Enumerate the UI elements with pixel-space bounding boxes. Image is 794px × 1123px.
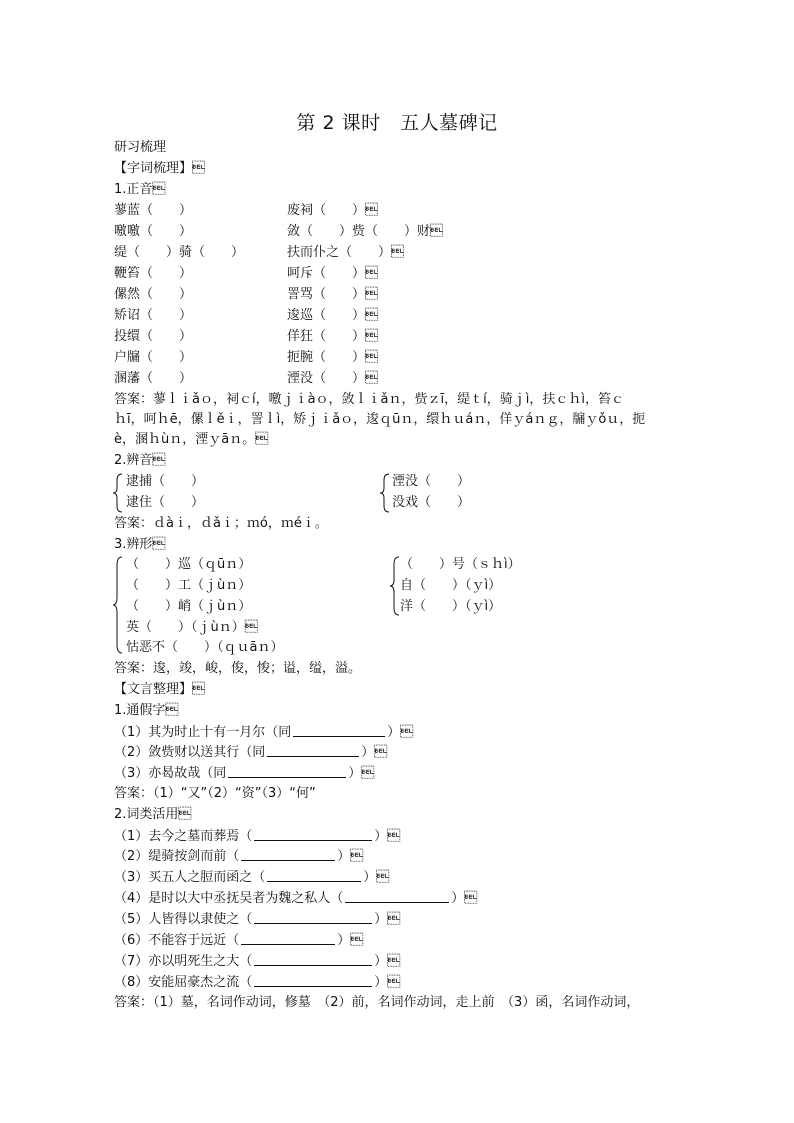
bianyin-left-item: 逮捕（ ） bbox=[126, 474, 205, 489]
answer-line: 答案：ｄàｉ，ｄǎｉ；ｍó，ｍéｉ。 bbox=[114, 516, 328, 531]
zhengyin-row-right: 扼腕（ ） bbox=[287, 350, 379, 365]
zhengyin-row-left: 溷藩（ ） bbox=[114, 371, 193, 386]
zhengyin-row-right: 詈骂（ ） bbox=[287, 287, 379, 302]
left-brace-icon bbox=[379, 472, 391, 514]
tongjia-item: （1）其为时止十有一月尔（同 ） bbox=[114, 722, 413, 742]
zhengyin-row-left: 鞭笞（ ） bbox=[114, 266, 193, 281]
bianxing-left-item: （ ）峭（ｊùｎ） bbox=[126, 599, 252, 614]
cilei-item: （3）买五人之脰而函之（ ） bbox=[114, 867, 389, 887]
answer-line: 答案：（1）“又”（2）“资”（3）“何” bbox=[114, 786, 316, 801]
bianxing-left-item: 英（ ）（ｊùｎ） bbox=[126, 620, 258, 635]
zhengyin-heading: 1.正音 bbox=[114, 182, 166, 197]
cilei-item: （6）不能容于远近（ ） bbox=[114, 930, 363, 950]
zhengyin-row-left: 蓼蓝（ ） bbox=[114, 203, 193, 218]
cilei-item: （1）去今之墓而葬焉（ ） bbox=[114, 826, 400, 846]
cilei-heading: 2.词类活用 bbox=[114, 807, 192, 822]
zhengyin-row-left: 噭噭（ ） bbox=[114, 224, 193, 239]
section-heading: 研习梳理 bbox=[114, 140, 167, 155]
answer-line: 答案：（1）墓，名词作动词，修墓 （2）前，名词作动词，走上前 （3）函，名词作动词， bbox=[114, 995, 640, 1010]
bianyin-right-item: 没戏（ ） bbox=[392, 495, 471, 510]
left-brace-icon bbox=[112, 472, 124, 514]
cilei-item: （8）安能屈豪杰之流（ ） bbox=[114, 972, 400, 992]
blank-underline bbox=[293, 722, 385, 737]
zhengyin-row-left: 傫然（ ） bbox=[114, 287, 193, 302]
cilei-item: （2）缇骑按剑而前（ ） bbox=[114, 846, 363, 866]
answer-line: è，溷ｈùｎ，湮ｙāｎ。 bbox=[114, 432, 269, 447]
zhengyin-row-right: 佯狂（ ） bbox=[287, 329, 379, 344]
zhengyin-row-left: 户牖（ ） bbox=[114, 350, 193, 365]
blank-underline bbox=[254, 909, 372, 924]
bianxing-right-item: 自（ ）（ｙì） bbox=[400, 578, 502, 593]
bianxing-right-item: （ ）号（ｓｈì） bbox=[400, 557, 521, 572]
blank-underline bbox=[345, 888, 449, 903]
bianxing-right-item: 洋（ ）（ｙì） bbox=[400, 599, 502, 614]
cilei-item: （4）是时以大中丞抚吴者为魏之私人（ ） bbox=[114, 888, 477, 908]
zhengyin-row-right: 扶而仆之（ ） bbox=[287, 245, 405, 260]
blank-underline bbox=[254, 972, 372, 987]
blank-underline bbox=[254, 951, 372, 966]
blank-underline bbox=[241, 846, 335, 861]
cilei-item: （5）人皆得以隶使之（ ） bbox=[114, 909, 400, 929]
tongjia-item: （3）亦曷故哉（同 ） bbox=[114, 763, 374, 783]
bianxing-left-item: （ ）工（ｊùｎ） bbox=[126, 578, 252, 593]
zhengyin-row-right: 呵斥（ ） bbox=[287, 266, 379, 281]
zhengyin-row-right: 敛（ ）赀（ ）财 bbox=[287, 224, 444, 239]
blank-underline bbox=[267, 742, 359, 757]
blank-underline bbox=[241, 930, 335, 945]
bianyin-heading: 2.辨音 bbox=[114, 453, 166, 468]
zhengyin-row-left: 矫诏（ ） bbox=[114, 308, 193, 323]
cilei-item: （7）亦以明死生之大（ ） bbox=[114, 951, 400, 971]
answer-line: ｈī，呵ｈē，傫ｌěｉ，詈ｌì，矫ｊｉǎｏ，逡ｑūｎ，缳ｈｕáｎ，佯ｙáｎｇ，牖ｙǒｕ，扼 bbox=[114, 412, 646, 427]
zhengyin-row-right: 湮没（ ） bbox=[287, 371, 379, 386]
zhengyin-row-right: 逡巡（ ） bbox=[287, 308, 379, 323]
blank-underline bbox=[267, 867, 361, 882]
tongjia-heading: 1.通假字 bbox=[114, 703, 179, 718]
zhengyin-row-left: 缇（ ）骑（ ） bbox=[114, 245, 245, 260]
zhengyin-row-left: 投缳（ ） bbox=[114, 329, 193, 344]
blank-underline bbox=[228, 763, 346, 778]
tongjia-item: （2）敛赀财以送其行（同 ） bbox=[114, 742, 387, 762]
bianxing-heading: 3.辨形 bbox=[114, 537, 166, 552]
ziciheading: 【字词梳理】 bbox=[114, 161, 206, 176]
bianxing-left-item: 怙恶不（ ）（ｑｕāｎ） bbox=[126, 640, 284, 655]
bianyin-right-item: 湮没（ ） bbox=[392, 474, 471, 489]
page-title: 第 2 课时 五人墓碑记 bbox=[296, 112, 498, 134]
bianxing-left-item: （ ）巡（ｑūｎ） bbox=[126, 557, 252, 572]
answer-line: 答案：逡，竣，峻，俊，悛；谥，缢，溢。 bbox=[114, 661, 362, 676]
left-brace-icon bbox=[112, 555, 124, 655]
blank-underline bbox=[254, 826, 372, 841]
bianyin-left-item: 逮住（ ） bbox=[126, 495, 205, 510]
zhengyin-row-right: 废祠（ ） bbox=[287, 203, 379, 218]
answer-line: 答案：蓼ｌｉǎｏ，祠ｃí，噭ｊｉàｏ，敛ｌｉǎｎ，赀ｚī，缇ｔí，骑ｊì，扶ｃｈì，笞ｃ bbox=[114, 392, 624, 407]
wenyan-heading: 【文言整理】 bbox=[114, 682, 206, 697]
